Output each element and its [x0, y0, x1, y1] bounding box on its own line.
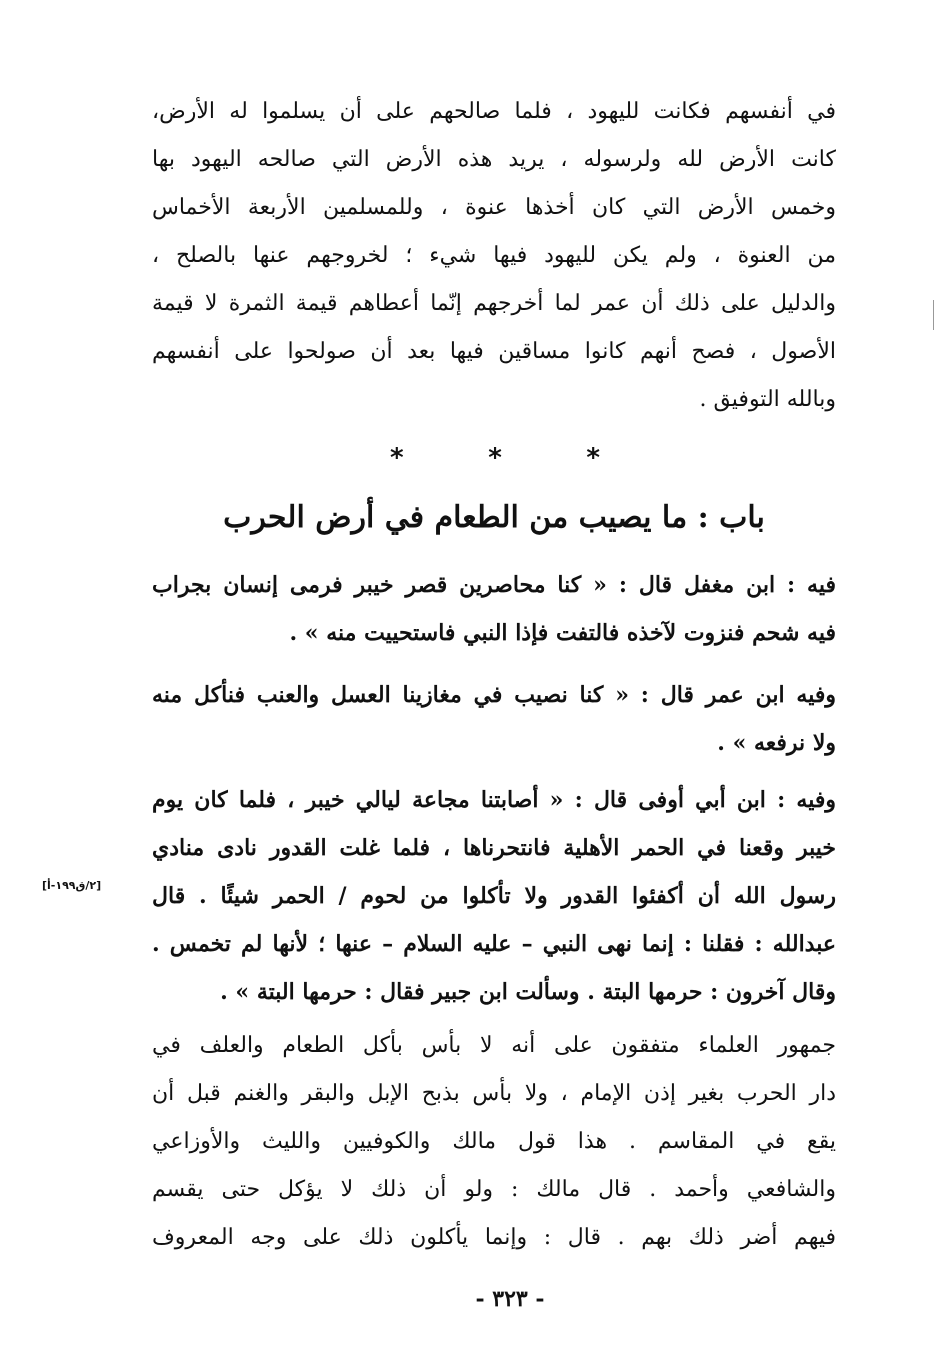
text-line: كانت الأرض لله ولرسوله ، يريد هذه الأرض التي صالحه اليهود بها [152, 147, 836, 172]
text-line: جمهور العلماء متفقون على أنه لا بأس بأكل الطعام والعلف في [152, 1033, 836, 1058]
text-line: وفيه : ابن أبي أوفى قال : « أصابتنا مجاعة ليالي خيبر ، فلما كان يوم [152, 787, 836, 813]
text-line: وخمس الأرض التي كان أخذها عنوة ، وللمسلمين الأربعة الأخماس [152, 195, 836, 220]
text-line: ولا نرفعه » . [717, 730, 836, 756]
separator-star: * [488, 443, 502, 473]
text-line: والدليل على ذلك أن عمر لما أخرجهم إنّما أعطاهم قيمة الثمرة لا قيمة [152, 291, 836, 316]
separator-star: * [390, 443, 404, 473]
page-number: - ٣٢٣ - [475, 1286, 545, 1312]
text-line: من العنوة ، ولم يكن لليهود فيها شيء ؛ لخروجهم عنها بالصلح ، [152, 243, 836, 268]
scan-artifact-line [933, 300, 934, 330]
text-line: الأصول ، فصح أنهم كانوا مساقين فيها بعد أن صولحوا على أنفسهم [152, 339, 836, 364]
hadith-ibn-umar [152, 671, 836, 767]
text-line: فيهم أضر ذلك بهم . قال : وإنما يأكلون ذلك على وجه المعروف [152, 1225, 836, 1250]
commentary-paragraph [152, 1022, 836, 1262]
text-line: في أنفسهم فكانت لليهود ، فلما صالحهم على أن يسلموا له الأرض، [152, 99, 836, 124]
hadith-ibn-mughaffal [152, 561, 836, 657]
text-line: فيه : ابن مغفل قال : « كنا محاصرين قصر خيبر فرمى إنسان بجراب [152, 572, 836, 598]
hadith-ibn-abi-awfa [152, 776, 836, 1016]
separator-star: * [586, 443, 600, 473]
chapter-heading: باب : ما يصيب من الطعام في أرض الحرب [223, 500, 765, 535]
text-line: يقع في المقاسم . هذا قول مالك والكوفيين والليث والأوزاعي [152, 1129, 836, 1154]
text-line: وبالله التوفيق . [699, 387, 836, 412]
section-separator [390, 438, 600, 478]
text-line: عبدالله : فقلنا : إنما نهى النبي – عليه السلام – عنها ؛ لأنها لم تخمس . [152, 931, 836, 957]
manuscript-folio-note: [٢/ق١٩٩-أ] [42, 879, 102, 892]
text-line: خيبر وقعنا في الحمر الأهلية فانتحرناها ، فلما غلت القدور نادى منادي [152, 835, 836, 861]
text-line: وفيه ابن عمر قال : « كنا نصيب في مغازينا العسل والعنب فنأكل منه [152, 682, 836, 708]
paragraph-continuation [152, 88, 836, 424]
text-line: رسول الله أن أكفئوا القدور ولا تأكلوا من لحوم / الحمر شيئًا . قال [152, 883, 836, 909]
text-line: وقال آخرون : حرمها البتة . وسألت ابن جبير فقال : حرمها البتة » . [220, 979, 836, 1005]
text-line: دار الحرب بغير إذن الإمام ، ولا بأس بذبح الإبل والبقر والغنم قبل أن [152, 1081, 836, 1106]
text-line: فيه شحم فنزوت لآخذه فالتفت فإذا النبي فاستحييت منه » . [289, 620, 836, 646]
text-line: والشافعي وأحمد . قال مالك : ولو أن ذلك لا يؤكل حتى يقسم [152, 1177, 836, 1202]
